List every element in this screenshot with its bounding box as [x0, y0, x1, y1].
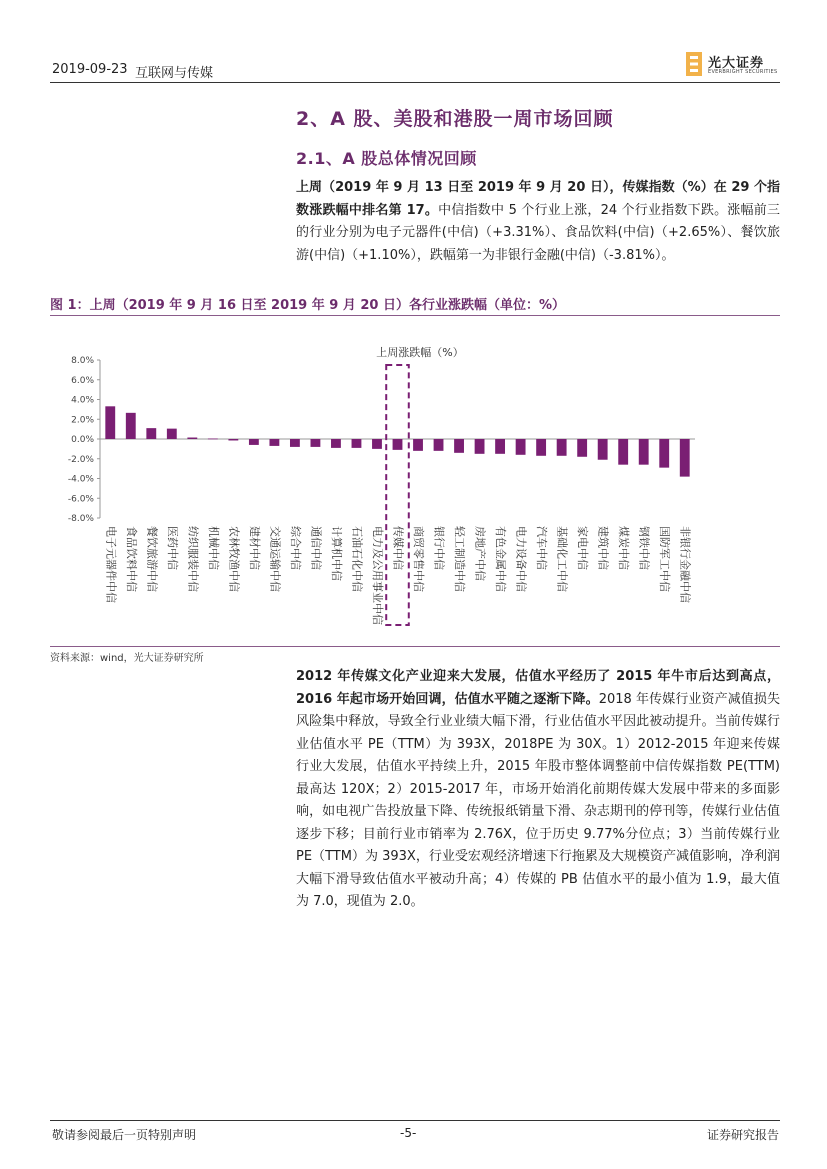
y-tick-label: -4.0% [67, 474, 94, 485]
x-tick-label: 通信中信 [309, 526, 323, 570]
figure-bottom-rule [50, 646, 780, 647]
header-rule [50, 82, 780, 83]
x-tick-label: 电子元器件中信 [104, 526, 118, 603]
bar [105, 406, 115, 439]
bar [577, 439, 587, 457]
footer-disclaimer: 敬请参阅最后一页特别声明 [52, 1128, 197, 1142]
x-tick-label: 纺织服装中信 [186, 526, 200, 592]
x-tick-label: 有色金属中信 [494, 526, 508, 592]
x-tick-label: 医药中信 [165, 526, 179, 570]
bar [454, 439, 464, 453]
y-tick-label: -6.0% [67, 494, 94, 505]
figure-top-rule [50, 315, 780, 316]
bar [618, 439, 628, 465]
bar [516, 439, 526, 455]
x-tick-label: 机械中信 [206, 526, 220, 570]
x-tick-label: 电力设备中信 [514, 526, 528, 592]
x-tick-label: 房地产中信 [473, 526, 487, 581]
x-tick-label: 建筑中信 [596, 526, 610, 570]
bar [228, 439, 238, 440]
bar [639, 439, 649, 465]
summary-lead: 上周（2019 年 9 月 13 日至 2019 年 9 月 20 日），传媒指数（%）在 29 个指数涨跌幅中排名第 17。 [296, 180, 780, 218]
x-tick-label: 餐饮旅游中信 [145, 526, 159, 592]
valuation-lead: 2012 年传媒文化产业迎来大发展，估值水平经历了 2015 年牛市后达到高点，2016 年起市场开始回调，估值水平随之逐渐下降。 [296, 669, 780, 707]
bar [269, 439, 279, 446]
x-tick-label: 汽车中信 [535, 526, 549, 570]
bar [352, 439, 362, 448]
logo-mark-icon [686, 52, 702, 76]
x-tick-label: 钢铁中信 [637, 526, 651, 570]
company-logo [686, 50, 782, 80]
bar [311, 439, 321, 447]
y-tick-label: 6.0% [71, 375, 94, 386]
logo-text-en: EVERBRIGHT SECURITIES [708, 69, 778, 75]
summary-paragraph [296, 177, 780, 267]
x-tick-label: 计算机中信 [329, 526, 343, 581]
x-tick-label: 煤炭中信 [617, 526, 631, 570]
report-date: 2019-09-23 [52, 62, 128, 77]
y-tick-label: 0.0% [71, 435, 94, 445]
bar [680, 439, 690, 477]
x-tick-label: 非银行金融中信 [678, 526, 692, 603]
chart-title: 上周涨跌幅（%） [376, 346, 464, 359]
footer-rule [50, 1120, 780, 1121]
bar [187, 438, 197, 439]
bar [413, 439, 423, 451]
x-tick-label: 农林牧渔中信 [227, 526, 241, 592]
x-tick-label: 商贸零售中信 [412, 526, 426, 592]
figure-caption: 图 1：上周（2019 年 9 月 16 日至 2019 年 9 月 20 日）各行业涨跌幅（单位：%） [50, 298, 566, 313]
report-topic: 互联网与传媒 [135, 66, 214, 81]
x-tick-label: 传媒中信 [391, 526, 405, 570]
highlight-box [386, 365, 409, 625]
bar [495, 439, 505, 454]
bar [208, 439, 218, 440]
y-tick-label: -2.0% [67, 454, 94, 465]
industry-return-bar-chart [50, 330, 780, 640]
x-labels-group [104, 526, 692, 625]
bar [598, 439, 608, 460]
bar [659, 439, 669, 468]
x-tick-label: 电力及公用事业中信 [370, 526, 384, 625]
logo-text-cn: 光大证券 [708, 56, 765, 71]
x-tick-label: 基础化工中信 [555, 526, 569, 592]
bar [393, 439, 403, 450]
bars-group [105, 406, 689, 476]
section-heading: 2、A 股、美股和港股一周市场回顾 [296, 108, 614, 130]
bar [290, 439, 300, 447]
subsection-heading: 2.1、A 股总体情况回顾 [296, 149, 477, 168]
summary-body: 中信指数中 5 个行业上涨，24 个行业指数下跌。涨幅前三的行业分别为电子元器件(中信)（+3.31%）、食品饮料(中信)（+2.65%）、餐饮旅游(中信)（+1.10%），跌幅第一为非银行金融(中信)（-3.81%）。 [296, 202, 780, 263]
bar [146, 428, 156, 439]
y-tick-label: 8.0% [71, 356, 94, 366]
x-tick-label: 国防军工中信 [658, 526, 672, 592]
y-tick-label: -8.0% [67, 514, 94, 524]
x-tick-label: 银行中信 [432, 526, 446, 570]
x-tick-label: 交通运输中信 [268, 526, 282, 592]
bar [434, 439, 444, 451]
x-tick-label: 食品饮料中信 [124, 526, 138, 592]
bar [536, 439, 546, 456]
bar [475, 439, 485, 454]
footer-report-type: 证券研究报告 [706, 1128, 779, 1142]
figure-source: 资料来源：wind，光大证券研究所 [50, 653, 204, 664]
bar [372, 439, 382, 449]
bar [331, 439, 341, 448]
bar [557, 439, 567, 456]
page-number: -5- [400, 1126, 417, 1140]
x-tick-label: 建材中信 [247, 526, 261, 570]
y-tick-label: 2.0% [71, 415, 94, 426]
x-tick-label: 石油石化中信 [350, 526, 364, 592]
x-tick-label: 家电中信 [576, 526, 590, 570]
x-tick-label: 轻工制造中信 [453, 526, 467, 592]
bar [126, 413, 136, 439]
bar [249, 439, 259, 445]
valuation-paragraph [296, 666, 780, 914]
x-tick-label: 综合中信 [288, 526, 302, 570]
valuation-body: 2018 年传媒行业资产减值损失风险集中释放，导致全行业业绩大幅下滑，行业估值水平因此被动提升。当前传媒行业估值水平 PE（TTM）为 393X，2018PE 为 30X。1）2012-2015 年迎来传媒行业大发展，估值水平持续上升，2015 年股市整体调整前中信传媒指数 PE(TTM) 最高达 120X；2）2015-2017 年，市场开始消化前期传媒大发展中带来的多面影响，如电视广告投放量下降、传统报纸销量下滑、杂志期刊的停刊等，传媒行业估值逐步下移；目前行业市销率为 2.76X，位于历史 9.77%分位点；3）当前传媒行业 PE（TTM）为 393X，行业受宏观经济增速下行拖累及大规模资产减值影响，净利润大幅下滑导致估值水平被动升高；4）传媒的 PB 估值水平的最小值为 1.9，最大值为 7.0，现值为 2.0。 [296, 691, 780, 909]
y-tick-label: 4.0% [71, 395, 94, 406]
bar [167, 429, 177, 439]
